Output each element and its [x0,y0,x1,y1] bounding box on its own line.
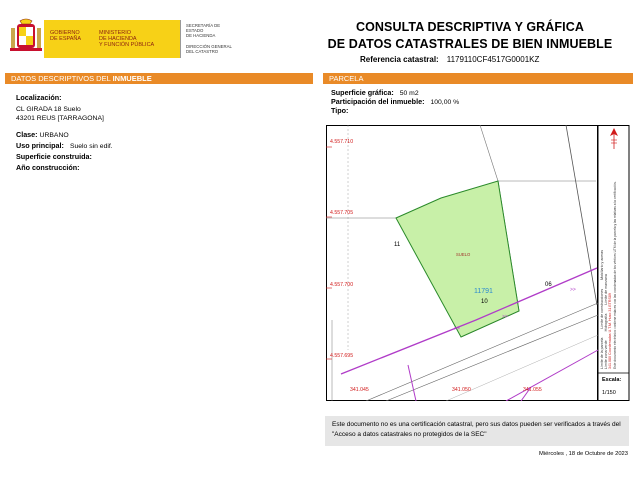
svg-text:>>: >> [570,287,576,293]
cadastral-reference [360,55,620,64]
section-title-prefix: DATOS DESCRIPTIVOS DEL [11,74,113,83]
section-header-inmueble [5,73,313,84]
coords-note: 341.080 Coordenadas U.T.M. Huso 31 ETRS89 [608,293,613,369]
parcel-use-label: SUELO [456,252,471,257]
parcel-number-label: 10 [481,299,488,305]
section-title-bold: INMUEBLE [112,74,152,83]
superficie-grafica-row [331,88,621,97]
scale-label: Escala: [602,377,622,383]
clase-label: Clase: [16,130,38,139]
x-coord-1: 341.045 [350,387,369,393]
page-title-line1: CONSULTA DESCRIPTIVA Y GRÁFICA [355,20,584,34]
x-coord-2: 341.050 [452,387,471,393]
secretaria-block [180,20,234,58]
ministerio-text: MINISTERIO DE HACIENDA Y FUNCIÓN PÚBLICA [99,30,155,48]
coat-of-arms-icon [8,18,44,58]
y-coord-1: 4.557.710 [330,139,354,145]
parcel-details [331,88,621,115]
gobierno-text: GOBIERNO DE ESPAÑA [50,30,82,42]
svg-text:>>: >> [454,326,460,332]
address-line1: CL GIRADA 18 Suelo [16,106,81,113]
legend-hidrografia: Hidrografía [604,313,609,332]
neighbor-06-label: 06 [545,282,552,288]
clase-row [16,130,306,139]
document-date: Miércoles , 18 de Octubre de 2023 [539,451,628,457]
ref-value: 1179110CF4517G0001KZ [446,55,540,64]
superficie-construida-label: Superficie construida: [16,152,92,161]
superficie-grafica-label: Superficie gráfica: [331,88,394,97]
secretaria-text: SECRETARÍA DE ESTADO DE HACIENDA [186,23,221,38]
participacion-value: 100,00 % [430,99,460,106]
y-coord-4: 4.557.695 [330,353,354,359]
legend-mobiliario: Mobiliario y aceras [600,249,604,280]
legend-limite-construcciones: Límite de construcciones [600,288,604,329]
legend-zona-verde: Límite zona verde [604,340,609,369]
uso-row [16,141,306,150]
legend-limite-parcela: Límite de la parcela [600,337,604,369]
north-arrow-icon [609,128,619,150]
localizacion-label: Localización: [16,93,62,102]
uso-value: Suelo sin edif. [69,143,113,150]
y-coord-3: 4.557.700 [330,282,354,288]
legend-limite-manzana: Límite de manzana [604,274,609,305]
superficie-grafica-value: 50 m2 [399,90,419,97]
page-title-line2: DE DATOS CATASTRALES DE BIEN INMUEBLE [327,37,613,51]
address-line2: 43201 REUS [TARRAGONA] [16,115,104,122]
svg-text:>>: >> [502,314,508,320]
ref-label: Referencia catastral: [360,55,439,64]
map-canvas [326,125,630,401]
ano-construccion-label: Año construcción: [16,163,80,172]
participacion-label: Participación del inmueble: [331,97,425,106]
tipo-label: Tipo: [331,106,349,115]
x-coord-3: 341.055 [523,387,542,393]
clase-value: URBANO [39,132,69,139]
parcel-ref-label: 11791 [474,288,493,295]
property-details [16,93,306,172]
legend-column [599,127,629,371]
direccion-text: DIRECCIÓN GENERAL DEL CATASTRO [186,44,232,54]
y-coord-2: 4.557.705 [330,210,354,216]
ministry-banner [44,20,180,58]
verification-notice: Este documento no es una certificación catastral, pero sus datos pueden ser verificados a través del "Acceso a datos catastrales no protegidos de la SEC" [325,416,629,446]
cadastral-map [326,125,630,401]
section-header-parcela: PARCELA [323,73,633,84]
participacion-row [331,97,621,106]
scale-value: 1/150 [602,390,616,396]
verification-note: Este documento electrónico contiene enlaces con las coordenadas de los vértices UTM de la parcela y las relativas a la certificación. [612,181,617,369]
neighbor-11-label: 11 [394,242,401,248]
uso-label: Uso principal: [16,141,64,150]
government-logo [8,16,230,62]
